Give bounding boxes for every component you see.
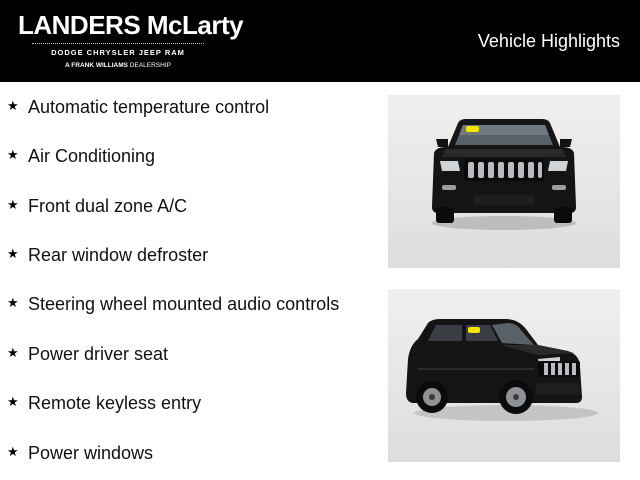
vehicle-front-image — [388, 95, 620, 268]
feature-item — [0, 95, 380, 125]
page-title: Vehicle Highlights — [477, 31, 620, 51]
feature-label: Steering wheel mounted audio controls — [28, 294, 340, 314]
vehicle-angle-image — [388, 289, 620, 462]
star-icon: ★ — [7, 198, 19, 213]
feature-label: Power windows — [28, 443, 154, 463]
feature-item — [0, 292, 380, 322]
feature-label: Air Conditioning — [28, 146, 156, 166]
feature-item — [0, 441, 380, 471]
feature-label: Automatic temperature control — [28, 97, 270, 117]
feature-item — [0, 144, 380, 174]
feature-item — [0, 342, 380, 372]
feature-item — [0, 391, 380, 421]
star-icon: ★ — [7, 395, 19, 410]
star-icon: ★ — [7, 445, 19, 460]
star-icon: ★ — [7, 99, 19, 114]
logo-tagline-strong: A FRANK WILLIAMS — [65, 62, 128, 69]
logo-tagline-rest: DEALERSHIP — [127, 62, 171, 69]
feature-label: Remote keyless entry — [28, 393, 202, 413]
logo-wordmark: LANDERS McLarty — [18, 10, 244, 40]
feature-label: Front dual zone A/C — [28, 196, 188, 216]
star-icon: ★ — [7, 148, 19, 163]
logo-brands: DODGE CHRYSLER JEEP RAM — [51, 48, 185, 57]
dealer-logo[interactable] — [18, 10, 244, 74]
feature-label: Rear window defroster — [28, 245, 209, 265]
feature-list — [0, 82, 380, 480]
vehicle-photo-front[interactable] — [388, 95, 620, 268]
feature-item — [0, 194, 380, 224]
logo-divider — [32, 43, 204, 44]
star-icon: ★ — [7, 247, 19, 262]
logo-tagline — [18, 62, 218, 69]
star-icon: ★ — [7, 346, 19, 361]
feature-label: Power driver seat — [28, 344, 169, 364]
vehicle-photo-angle[interactable] — [388, 289, 620, 462]
feature-item — [0, 243, 380, 273]
star-icon: ★ — [7, 296, 19, 311]
header-bar — [0, 0, 640, 82]
